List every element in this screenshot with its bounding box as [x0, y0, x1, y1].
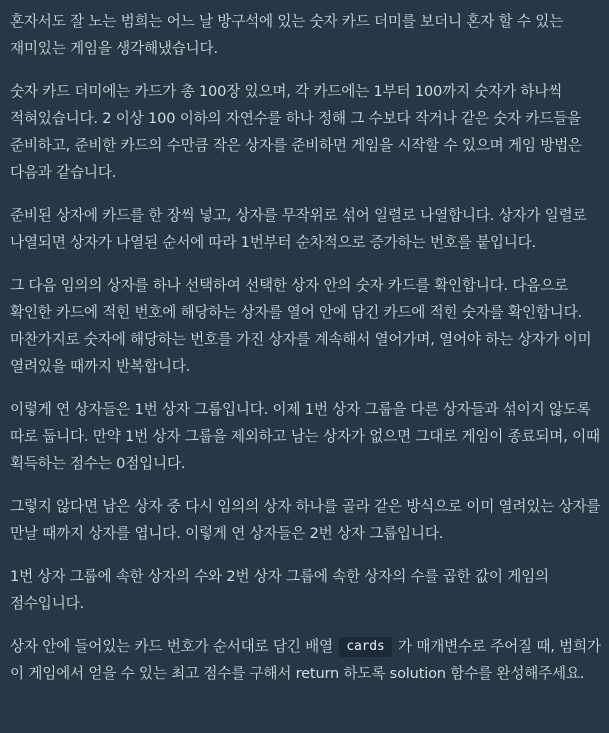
- task-text-after: 가 매개변수로 주어질 때, 범희가 이 게임에서 얻을 수 있는 최고 점수를 구해서 return 하도록 solution 함수를 완성해주세요.: [10, 638, 601, 682]
- paragraph-open-boxes: 그 다음 임의의 상자를 하나 선택하여 선택한 상자 안의 숫자 카드를 확인합니다. 다음으로 확인한 카드에 적힌 번호에 해당하는 상자를 열어 안에 담긴 카드에 적힌 숫자를 확인합니다. 마찬가지로 숫자에 해당하는 번호를 가진 상자를 계속해서 열어가며, 열어야 하는 상자가 이미 열려있을 때까지 반복합니다.: [10, 277, 592, 375]
- paragraph-setup: 숫자 카드 더미에는 카드가 총 100장 있으며, 각 카드에는 1부터 100까지 숫자가 하나씩 적혀있습니다. 2 이상 100 이하의 자연수를 하나 정해 그 수보다 작거나 같은 숫자 카드들을 준비하고, 준비한 카드의 수만큼 작은 상자를 준비하면 게임을 시작할 수 있으며 게임 방법은 다음과 같습니다.: [10, 83, 582, 181]
- paragraph-task: [10, 633, 601, 687]
- task-text-before: 상자 안에 들어있는 카드 번호가 순서대로 담긴 배열: [10, 638, 333, 655]
- paragraph-arrange: 준비된 상자에 카드를 한 장씩 넣고, 상자를 무작위로 섞어 일렬로 나열합니다. 상자가 일렬로 나열되면 상자가 나열된 순서에 따라 1번부터 순차적으로 증가하는 번호를 붙입니다.: [10, 207, 587, 251]
- paragraph-group-two: 그렇지 않다면 남은 상자 중 다시 임의의 상자 하나를 골라 같은 방식으로 이미 열려있는 상자를 만날 때까지 상자를 엽니다. 이렇게 연 상자들은 2번 상자 그룹입니다.: [10, 498, 601, 542]
- cards-code-token: cards: [339, 637, 391, 657]
- paragraph-intro: 혼자서도 잘 노는 범희는 어느 날 방구석에 있는 숫자 카드 더미를 보더니 혼자 할 수 있는 재미있는 게임을 생각해냈습니다.: [10, 13, 564, 57]
- paragraph-score: 1번 상자 그룹에 속한 상자의 수와 2번 상자 그룹에 속한 상자의 수를 곱한 값이 게임의 점수입니다.: [10, 568, 549, 612]
- paragraph-group-one: 이렇게 연 상자들은 1번 상자 그룹입니다. 이제 1번 상자 그룹을 다른 상자들과 섞이지 않도록 따로 둡니다. 만약 1번 상자 그룹을 제외하고 남는 상자가 없으면 그대로 게임이 종료되며, 이때 획득하는 점수는 0점입니다.: [10, 401, 600, 472]
